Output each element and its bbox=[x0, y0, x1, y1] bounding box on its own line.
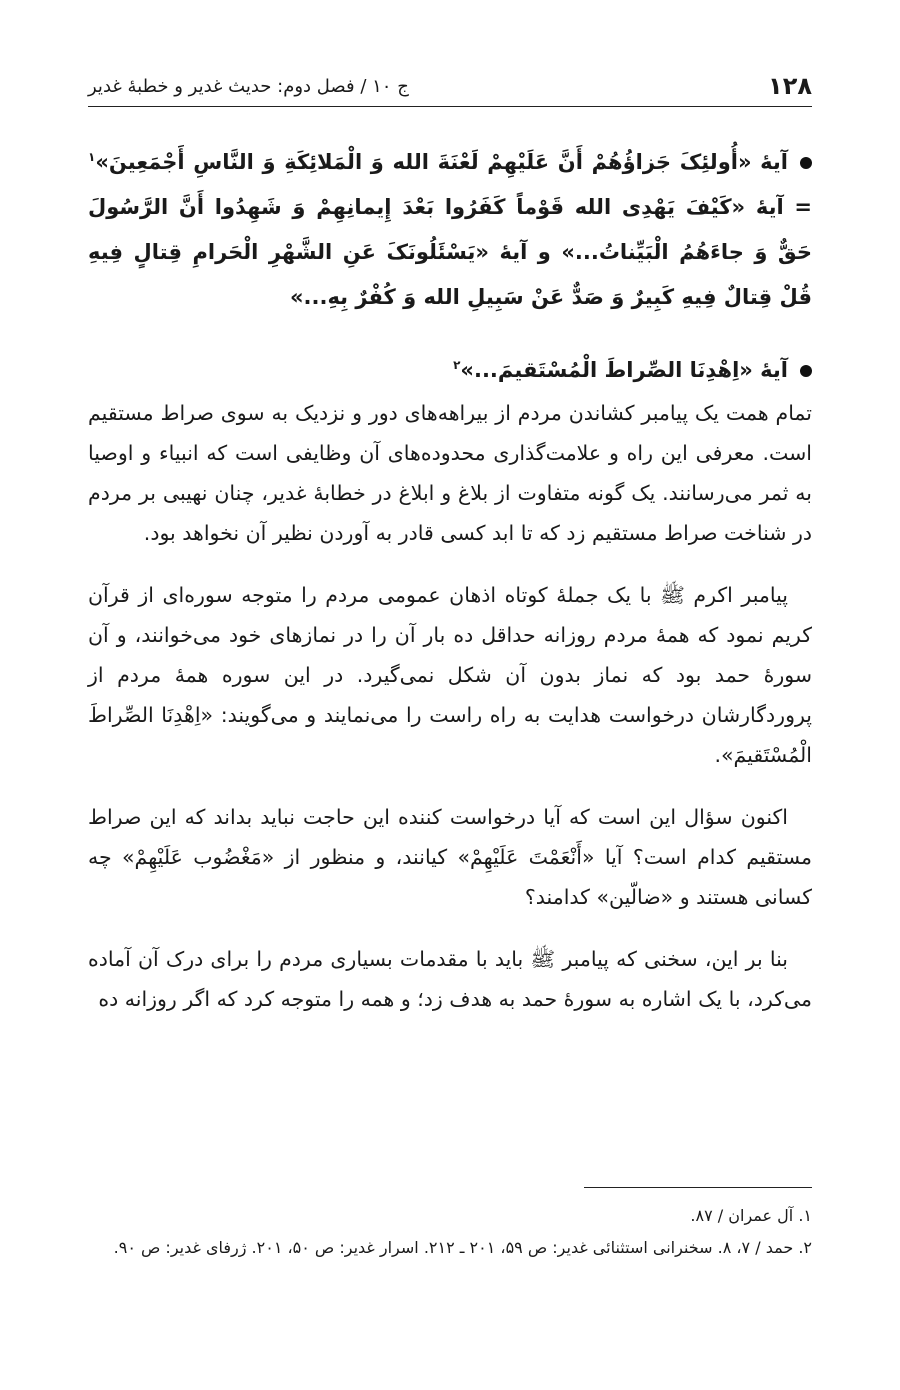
running-head: ج ۱۰ / فصل دوم: حدیث غدیر و خطبۀ غدیر bbox=[88, 76, 409, 97]
verse-heading-text: آیۀ «اِهْدِنَا الصِّراطَ الْمُسْتَقیمَ...» bbox=[460, 358, 788, 382]
verse-text-cont: = آیۀ «کَیْفَ یَهْدِی الله قَوْماً کَفَرُوا بَعْدَ إِیمانِهِمْ وَ شَهِدُوا أَنَّ الرَّسُولَ حَقٌّ وَ جاءَهُمُ الْبَیِّناتُ...» و آیۀ «یَسْئَلُونَکَ عَنِ الشَّهْرِ الْحَرامِ قِتالٍ فِیهِ قُلْ قِتالٌ فِیهِ کَبِیرٌ وَ صَدٌّ عَنْ سَبِیلِ الله وَ کُفْرٌ بِهِ...» bbox=[88, 195, 812, 309]
bullet-icon bbox=[800, 365, 812, 377]
bullet-icon bbox=[800, 157, 812, 169]
paragraph: پیامبر اکرم ﷺ با یک جملۀ کوتاه اذهان عمومی مردم را متوجه سوره‌ای از قرآن کریم نمود که همۀ مردم روزانه حداقل ده بار آن را در نمازهای خود می‌خوانند، و آن سورۀ حمد بود که نماز بدون آن شکل نمی‌گیرد. در این سوره همۀ مردم از پروردگارشان درخواست هدایت به راه راست را می‌نمایند و می‌گویند: «اِهْدِنَا الصِّراطَ الْمُسْتَقیمَ». bbox=[88, 583, 812, 767]
footnotes bbox=[88, 1200, 812, 1264]
footnote-mark: ۲ bbox=[453, 358, 461, 372]
paragraph: بنا بر این، سخنی که پیامبر ﷺ باید با مقدمات بسیاری مردم را برای درک آن آماده می‌کرد، با یک اشاره به سورۀ حمد به هدف زد؛ و همه را متوجه کرد که اگر روزانه ده bbox=[88, 947, 812, 1011]
main-text bbox=[88, 140, 812, 1041]
verse-heading-2 bbox=[88, 348, 812, 393]
footnote-mark: ۱ bbox=[88, 150, 96, 164]
paragraph: تمام همت یک پیامبر کشاندن مردم از بیراهه‌های دور و نزدیک به سوی صراط مستقیم است. معرفی این راه و علامت‌گذاری محدوده‌های آن وظایفی است که انبیاء و اوصیا به ثمر می‌رسانند. یک گونه متفاوت از بلاغ و ابلاغ در خطابۀ غدیر، چنان نهیبی بر مردم در شناخت صراط مستقیم زد که تا ابد کسی قادر به آوردن نظیر آن نخواهد بود. bbox=[88, 401, 812, 545]
paragraph: اکنون سؤال این است که آیا درخواست کننده این حاجت نباید بداند که این صراط مستقیم کدام است؟ آیا «أَنْعَمْتَ عَلَیْهِمْ» کیانند، و منظور از «مَغْضُوب عَلَیْهِمْ» چه کسانی هستند و «ضالّین» کدامند؟ bbox=[88, 805, 812, 909]
verse-block-1 bbox=[88, 140, 812, 320]
footnote: ۲. حمد / ۷، ۸. سخنرانی استثنائی غدیر: ص ۵۹، ۲۰۱ ـ ۲۱۲. اسرار غدیر: ص ۵۰، ۲۰۱. ژرفای غدیر: ص ۹۰. bbox=[113, 1238, 812, 1257]
page-number: ۱۲۸ bbox=[768, 72, 812, 100]
footnote-divider bbox=[584, 1187, 812, 1188]
page-header bbox=[88, 66, 812, 107]
verse-text: آیۀ «أُولئِکَ جَزاؤُهُمْ أَنَّ عَلَیْهِمْ لَعْنَةَ الله وَ الْمَلائِکَةِ وَ النَّاسِ أَجْمَعِینَ» bbox=[95, 150, 788, 174]
footnote: ۱. آل عمران / ۸۷. bbox=[690, 1206, 812, 1225]
